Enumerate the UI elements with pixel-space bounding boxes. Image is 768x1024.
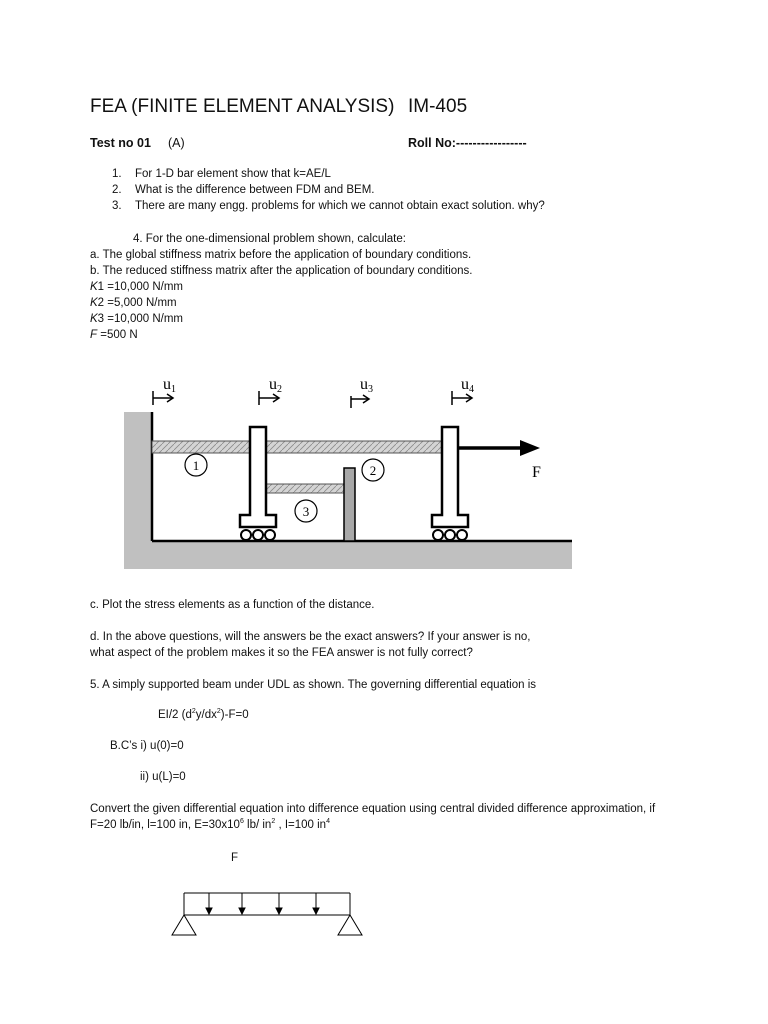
element-1-label: 1	[192, 458, 200, 473]
question-1-text: For 1-D bar element show that k=AE/L	[135, 168, 331, 180]
question-4a: a. The global stiffness matrix before the application of boundary conditions.	[90, 249, 472, 261]
question-4c: c. Plot the stress elements as a function of the distance.	[90, 599, 375, 611]
question-4-intro: 4. For the one-dimensional problem shown, calculate:	[133, 233, 406, 245]
bar-element-2	[266, 441, 442, 453]
svg-text:u1: u1	[163, 376, 176, 395]
test-variant: (A)	[168, 136, 185, 150]
udl-arrows	[206, 893, 319, 914]
svg-text:u3: u3	[360, 376, 373, 395]
given-k3: K3 =10,000 N/mm	[90, 313, 184, 325]
right-support	[338, 915, 362, 935]
governing-equation: EI/2 $(d^2y/dx^2)-F=0$	[158, 708, 249, 721]
question-4b: b. The reduced stiffness matrix after the application of boundary conditions.	[90, 265, 473, 277]
force-arrowhead	[520, 440, 540, 456]
ground-floor	[124, 541, 572, 569]
force-label: F	[532, 464, 541, 481]
boundary-condition-2: ii) u(L)=0	[140, 771, 186, 783]
exam-title: FEA (FINITE ELEMENT ANALYSIS)	[90, 96, 395, 117]
left-support	[172, 915, 196, 935]
beam-udl-diagram	[160, 880, 380, 940]
element-2-label: 2	[369, 463, 377, 478]
boundary-condition-1: B.C’s i) u(0)=0	[110, 740, 184, 752]
udl-label: F	[231, 852, 239, 864]
bar-element-3	[266, 484, 344, 493]
question-5-instruction: Convert the given differential equation into difference equation using central divided difference approximation, if	[90, 803, 656, 815]
svg-text:u4: u4	[461, 376, 474, 395]
question-5-intro: 5. A simply supported beam under UDL as shown. The governing differential equation is	[90, 679, 537, 691]
bar-element-1	[152, 441, 250, 453]
given-k2: K2 =5,000 N/mm	[90, 297, 177, 309]
question-1-number: 1.	[112, 168, 122, 180]
test-number: Test no 01	[90, 136, 151, 150]
bar-system-diagram	[0, 360, 768, 580]
displacement-u4	[452, 376, 474, 405]
question-2-text: What is the difference between FDM and BEM.	[135, 184, 375, 196]
given-force: F =500 N	[90, 329, 138, 341]
question-2-number: 2.	[112, 184, 122, 196]
question-5-values: F=20 lb/in, l=100 in, $E=30x10^6$ lb/ $in^2$ , I=100 $in^4$	[90, 818, 330, 831]
displacement-u2	[259, 376, 282, 405]
question-3-number: 3.	[112, 200, 122, 212]
roll-number-field: Roll No:-----------------	[408, 136, 527, 150]
question-4d-line-2: what aspect of the problem makes it so the FEA answer is not fully correct?	[90, 647, 473, 659]
displacement-u3	[351, 376, 373, 408]
question-3-text: There are many engg. problems for which we cannot obtain exact solution. why?	[135, 200, 545, 212]
given-k1: K1 =10,000 N/mm	[90, 281, 184, 293]
displacement-u1	[153, 376, 176, 405]
svg-text:u2: u2	[269, 376, 282, 395]
element-3-label: 3	[302, 504, 310, 519]
course-code: IM-405	[408, 96, 468, 117]
question-4d-line-1: d. In the above questions, will the answers be the exact answers? If your answer is no,	[90, 631, 531, 643]
rigid-block	[344, 468, 355, 541]
